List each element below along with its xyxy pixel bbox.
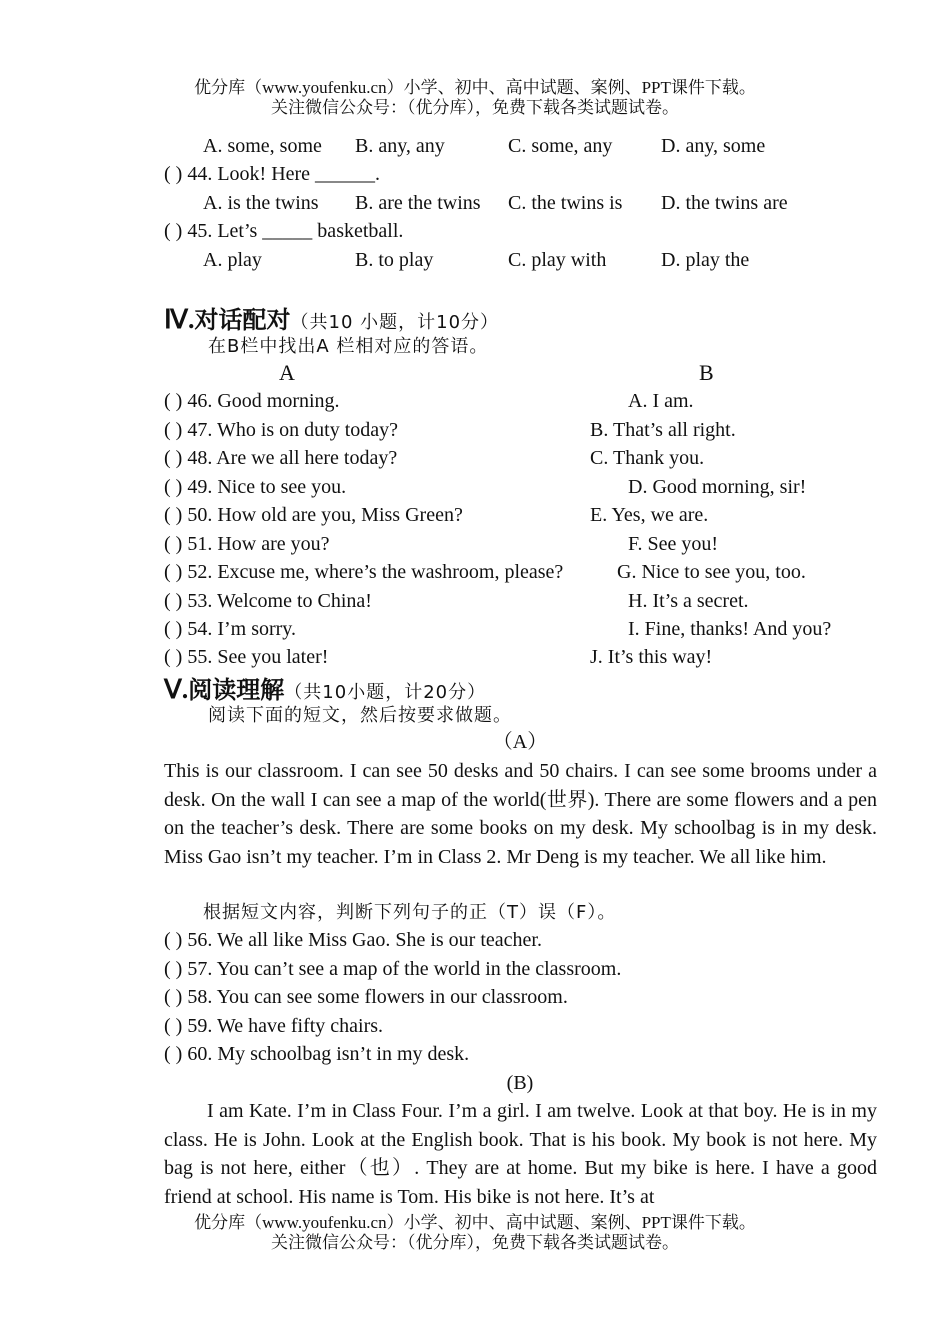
match-question: ( ) 55. See you later!	[164, 646, 329, 668]
question-44: ( ) 44. Look! Here ______.	[164, 163, 381, 185]
tf-question: ( ) 58. You can see some flowers in our classroom.	[164, 986, 568, 1008]
match-answer: A. I am.	[628, 390, 694, 412]
q45-option-b: B. to play	[355, 249, 434, 271]
footer-line-1: 优分库（www.youfenku.cn）小学、初中、高中试题、案例、PPT课件下载。	[194, 1213, 756, 1232]
match-question: ( ) 49. Nice to see you.	[164, 476, 347, 498]
section-4-title: 对话配对	[194, 306, 291, 334]
passage-b: I am Kate. I’m in Class Four. I’m a girl. I am twelve. Look at that boy. He is in my class. He is John. Look at the English book. That is his book. My book is not here. My bag is not here, either（也）. They are at home. But my bike is here. I have a good friend at school. His name is Tom. His bike is not here. It’s at	[164, 1100, 877, 1208]
question-45: ( ) 45. Let’s _____ basketball.	[164, 220, 404, 242]
match-question: ( ) 48. Are we all here today?	[164, 447, 398, 469]
section-4-heading	[164, 300, 499, 335]
passage-a-label: （A）	[492, 731, 548, 753]
header-line-2: 关注微信公众号：（优分库），免费下载各类试题试卷。	[271, 98, 679, 117]
q43-option-c: C. some, any	[508, 135, 613, 157]
section-5-heading	[164, 670, 486, 705]
match-question: ( ) 52. Excuse me, where’s the washroom, please?	[164, 561, 564, 583]
passage-a: This is our classroom. I can see 50 desks and 50 chairs. I can see some brooms under a desk. On the wall I can see a map of the world(世界). There are some flowers and a pen on the teacher’s desk. There are some books on my desk. My schoolbag is in my desk. Miss Gao isn’t my teacher. I’m in Class 2. Mr Deng is my teacher. We all like him.	[164, 760, 877, 868]
match-question: ( ) 47. Who is on duty today?	[164, 419, 399, 441]
q44-option-d: D. the twins are	[661, 192, 788, 214]
match-question: ( ) 51. How are you?	[164, 533, 330, 555]
passage-b-label: (B)	[506, 1072, 534, 1094]
match-question: ( ) 53. Welcome to China!	[164, 590, 372, 612]
section-4-roman: Ⅳ.	[164, 305, 195, 334]
match-answer: G. Nice to see you, too.	[617, 561, 806, 583]
footer-line-2: 关注微信公众号：（优分库），免费下载各类试题试卷。	[271, 1233, 679, 1252]
q45-option-a: A. play	[203, 249, 262, 271]
match-answer: F. See you!	[628, 533, 719, 555]
match-answer: I. Fine, thanks! And you?	[628, 618, 832, 640]
match-answer: E. Yes, we are.	[590, 504, 709, 526]
header-line-1: 优分库（www.youfenku.cn）小学、初中、高中试题、案例、PPT课件下载。	[194, 78, 756, 97]
match-question: ( ) 46. Good morning.	[164, 390, 340, 412]
q43-option-a: A. some, some	[203, 135, 322, 157]
tf-question: ( ) 57. You can’t see a map of the world in the classroom.	[164, 958, 622, 980]
section-5-instruction: 阅读下面的短文，然后按要求做题。	[208, 705, 512, 726]
tf-question: ( ) 59. We have fifty chairs.	[164, 1015, 384, 1037]
match-answer: D. Good morning, sir!	[628, 476, 807, 498]
match-answer: B. That’s all right.	[590, 419, 736, 441]
match-question: ( ) 50. How old are you, Miss Green?	[164, 504, 463, 526]
column-b-header: B	[699, 360, 714, 385]
section-4-instruction: 在B栏中找出A 栏相对应的答语。	[208, 336, 489, 357]
tf-question: ( ) 56. We all like Miss Gao. She is our teacher.	[164, 929, 542, 951]
q43-option-b: B. any, any	[355, 135, 445, 157]
match-answer: H. It’s a secret.	[628, 590, 749, 612]
match-answer: C. Thank you.	[590, 447, 705, 469]
section-5-roman: Ⅴ.	[164, 675, 189, 704]
q44-option-b: B. are the twins	[355, 192, 481, 214]
q43-option-d: D. any, some	[661, 135, 766, 157]
tf-instruction: 根据短文内容，判断下列句子的正（T）误（F）。	[203, 902, 617, 923]
q45-option-d: D. play the	[661, 249, 750, 271]
q44-option-c: C. the twins is	[508, 192, 623, 214]
section-5-title: 阅读理解	[188, 676, 285, 704]
match-answer: J. It’s this way!	[590, 646, 713, 668]
q44-option-a: A. is the twins	[203, 192, 319, 214]
q45-option-c: C. play with	[508, 249, 607, 271]
column-a-header: A	[279, 360, 295, 385]
match-question: ( ) 54. I’m sorry.	[164, 618, 297, 640]
section-4-subtitle: （共10 小题，计10分）	[290, 312, 500, 333]
section-5-subtitle: （共10小题，计20分）	[284, 682, 487, 703]
tf-question: ( ) 60. My schoolbag isn’t in my desk.	[164, 1043, 470, 1065]
